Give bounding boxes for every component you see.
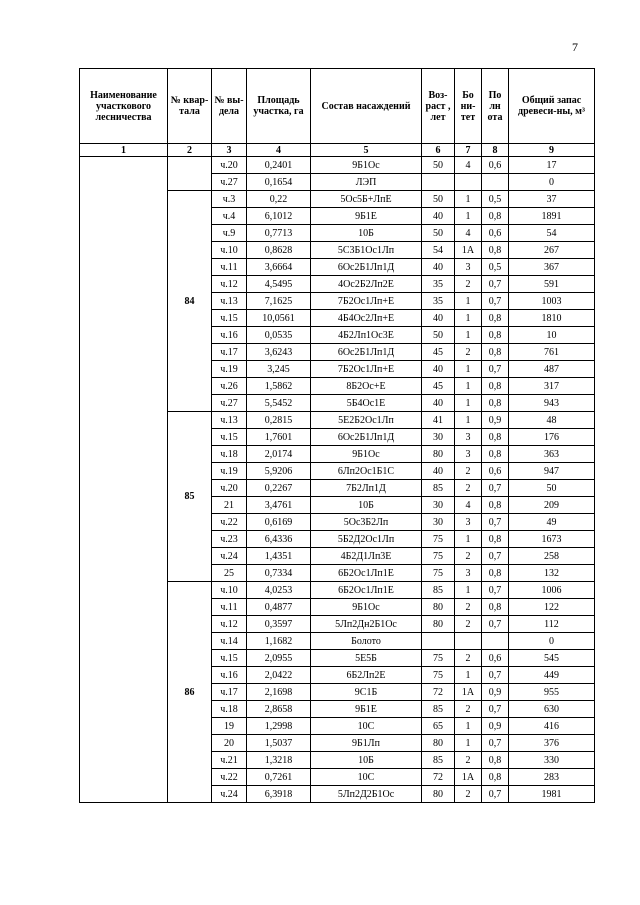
age-cell: [422, 633, 455, 650]
age-cell: 80: [422, 446, 455, 463]
vydel-cell: ч.22: [212, 514, 247, 531]
forestry-name-cell: [80, 157, 168, 803]
bonitet-cell: 3: [455, 259, 482, 276]
area-cell: 0,7334: [247, 565, 311, 582]
bonitet-cell: 2: [455, 616, 482, 633]
sostav-cell: 4Ос2Б2Лп2Е: [311, 276, 422, 293]
age-cell: 80: [422, 735, 455, 752]
vydel-cell: ч.24: [212, 548, 247, 565]
zapas-cell: 1810: [509, 310, 595, 327]
polnota-cell: 0,7: [482, 480, 509, 497]
age-cell: 85: [422, 701, 455, 718]
sostav-cell: 5Ос5Б+ЛпЕ: [311, 191, 422, 208]
column-header: Наименование участкового лесничества: [80, 69, 168, 144]
bonitet-cell: 3: [455, 446, 482, 463]
zapas-cell: 176: [509, 429, 595, 446]
sostav-cell: 10Б: [311, 497, 422, 514]
polnota-cell: 0,8: [482, 752, 509, 769]
age-cell: 50: [422, 191, 455, 208]
polnota-cell: 0,8: [482, 327, 509, 344]
sostav-cell: 4Б2Д1Лп3Е: [311, 548, 422, 565]
column-number: 9: [509, 144, 595, 157]
zapas-cell: 545: [509, 650, 595, 667]
area-cell: 3,245: [247, 361, 311, 378]
sostav-cell: 5Ос3Б2Лп: [311, 514, 422, 531]
age-cell: 30: [422, 429, 455, 446]
sostav-cell: 4Б2Лп1Ос3Е: [311, 327, 422, 344]
vydel-cell: ч.17: [212, 344, 247, 361]
sostav-cell: 4Б4Ос2Лп+Е: [311, 310, 422, 327]
vydel-cell: ч.9: [212, 225, 247, 242]
sostav-cell: 9Б1Ос: [311, 157, 422, 174]
sostav-cell: ЛЭП: [311, 174, 422, 191]
age-cell: 72: [422, 684, 455, 701]
table-body: [80, 157, 595, 803]
sostav-cell: 7Б2Ос1Лп+Е: [311, 293, 422, 310]
area-cell: 0,2815: [247, 412, 311, 429]
area-cell: 0,7713: [247, 225, 311, 242]
area-cell: 6,1012: [247, 208, 311, 225]
area-cell: 0,2401: [247, 157, 311, 174]
bonitet-cell: 2: [455, 276, 482, 293]
zapas-cell: 112: [509, 616, 595, 633]
bonitet-cell: 1: [455, 735, 482, 752]
sostav-cell: 6Лп2Ос1Б1С: [311, 463, 422, 480]
area-cell: 3,6664: [247, 259, 311, 276]
area-cell: 5,5452: [247, 395, 311, 412]
vydel-cell: ч.15: [212, 429, 247, 446]
sostav-cell: 5Лп2Дн2Б1Ос: [311, 616, 422, 633]
vydel-cell: ч.22: [212, 769, 247, 786]
age-cell: 80: [422, 599, 455, 616]
age-cell: 72: [422, 769, 455, 786]
age-cell: 30: [422, 514, 455, 531]
column-header: Состав насаждений: [311, 69, 422, 144]
vydel-cell: ч.10: [212, 582, 247, 599]
sostav-cell: 7Б2Лп1Д: [311, 480, 422, 497]
zapas-cell: 943: [509, 395, 595, 412]
bonitet-cell: 1: [455, 361, 482, 378]
sostav-cell: 5Б2Д2Ос1Лп: [311, 531, 422, 548]
sostav-cell: 9Б1Ос: [311, 446, 422, 463]
vydel-cell: ч.17: [212, 684, 247, 701]
bonitet-cell: 1: [455, 531, 482, 548]
vydel-cell: ч.23: [212, 531, 247, 548]
vydel-cell: ч.18: [212, 446, 247, 463]
age-cell: 35: [422, 276, 455, 293]
kvartal-cell: [168, 157, 212, 191]
column-number: 5: [311, 144, 422, 157]
age-cell: 50: [422, 157, 455, 174]
polnota-cell: 0,8: [482, 344, 509, 361]
zapas-cell: 449: [509, 667, 595, 684]
zapas-cell: 591: [509, 276, 595, 293]
bonitet-cell: 1: [455, 327, 482, 344]
column-number: 8: [482, 144, 509, 157]
bonitet-cell: 3: [455, 429, 482, 446]
bonitet-cell: 2: [455, 480, 482, 497]
column-number: 4: [247, 144, 311, 157]
zapas-cell: 367: [509, 259, 595, 276]
polnota-cell: 0,8: [482, 531, 509, 548]
age-cell: 85: [422, 480, 455, 497]
zapas-cell: 10: [509, 327, 595, 344]
area-cell: 1,3218: [247, 752, 311, 769]
area-cell: 6,4336: [247, 531, 311, 548]
area-cell: 4,5495: [247, 276, 311, 293]
polnota-cell: 0,6: [482, 463, 509, 480]
area-cell: 10,0561: [247, 310, 311, 327]
polnota-cell: 0,7: [482, 548, 509, 565]
polnota-cell: 0,7: [482, 735, 509, 752]
age-cell: 75: [422, 531, 455, 548]
sostav-cell: 5С3Б1Ос1Лп: [311, 242, 422, 259]
vydel-cell: ч.13: [212, 293, 247, 310]
sostav-cell: 6Ос2Б1Лп1Д: [311, 429, 422, 446]
polnota-cell: 0,8: [482, 565, 509, 582]
vydel-cell: ч.27: [212, 395, 247, 412]
polnota-cell: 0,6: [482, 157, 509, 174]
zapas-cell: 416: [509, 718, 595, 735]
bonitet-cell: 3: [455, 514, 482, 531]
age-cell: 75: [422, 667, 455, 684]
age-cell: 54: [422, 242, 455, 259]
vydel-cell: ч.10: [212, 242, 247, 259]
age-cell: 50: [422, 327, 455, 344]
area-cell: 6,3918: [247, 786, 311, 803]
sostav-cell: 8Б2Ос+Е: [311, 378, 422, 395]
sostav-cell: Болото: [311, 633, 422, 650]
age-cell: 75: [422, 565, 455, 582]
column-header: Площадь участка, га: [247, 69, 311, 144]
sostav-cell: 6Б2Ос1Лп1Е: [311, 582, 422, 599]
zapas-cell: 258: [509, 548, 595, 565]
polnota-cell: 0,8: [482, 446, 509, 463]
vydel-cell: ч.14: [212, 633, 247, 650]
vydel-cell: ч.4: [212, 208, 247, 225]
polnota-cell: 0,7: [482, 276, 509, 293]
polnota-cell: 0,8: [482, 208, 509, 225]
polnota-cell: 0,9: [482, 684, 509, 701]
vydel-cell: ч.19: [212, 463, 247, 480]
vydel-cell: ч.12: [212, 276, 247, 293]
polnota-cell: 0,8: [482, 497, 509, 514]
vydel-cell: ч.24: [212, 786, 247, 803]
polnota-cell: 0,7: [482, 514, 509, 531]
age-cell: 40: [422, 463, 455, 480]
zapas-cell: 37: [509, 191, 595, 208]
column-header: По лн ота: [482, 69, 509, 144]
column-header: № квар-тала: [168, 69, 212, 144]
age-cell: 40: [422, 208, 455, 225]
vydel-cell: ч.15: [212, 310, 247, 327]
sostav-cell: 10Б: [311, 225, 422, 242]
vydel-cell: ч.12: [212, 616, 247, 633]
polnota-cell: [482, 174, 509, 191]
sostav-cell: 7Б2Ос1Лп+Е: [311, 361, 422, 378]
age-cell: 80: [422, 786, 455, 803]
bonitet-cell: 2: [455, 650, 482, 667]
zapas-cell: 1891: [509, 208, 595, 225]
area-cell: 0,7261: [247, 769, 311, 786]
zapas-cell: 122: [509, 599, 595, 616]
sostav-cell: 9С1Б: [311, 684, 422, 701]
zapas-cell: 48: [509, 412, 595, 429]
polnota-cell: 0,5: [482, 191, 509, 208]
sostav-cell: 9Б1Е: [311, 701, 422, 718]
column-number: 1: [80, 144, 168, 157]
age-cell: 40: [422, 395, 455, 412]
kvartal-cell: 85: [168, 412, 212, 582]
bonitet-cell: 1: [455, 191, 482, 208]
age-cell: 40: [422, 361, 455, 378]
bonitet-cell: 2: [455, 599, 482, 616]
polnota-cell: 0,8: [482, 599, 509, 616]
bonitet-cell: 1: [455, 582, 482, 599]
sostav-cell: 9Б1Лп: [311, 735, 422, 752]
column-number: 7: [455, 144, 482, 157]
polnota-cell: 0,7: [482, 616, 509, 633]
area-cell: 1,4351: [247, 548, 311, 565]
zapas-cell: 947: [509, 463, 595, 480]
sostav-cell: 9Б1Ос: [311, 599, 422, 616]
bonitet-cell: 2: [455, 701, 482, 718]
sostav-cell: 10Б: [311, 752, 422, 769]
vydel-cell: ч.13: [212, 412, 247, 429]
vydel-cell: 21: [212, 497, 247, 514]
column-header: Воз-раст , лет: [422, 69, 455, 144]
polnota-cell: 0,8: [482, 769, 509, 786]
zapas-cell: 50: [509, 480, 595, 497]
bonitet-cell: 1: [455, 378, 482, 395]
age-cell: 65: [422, 718, 455, 735]
area-cell: 2,8658: [247, 701, 311, 718]
area-cell: 0,4877: [247, 599, 311, 616]
column-header: № вы-дела: [212, 69, 247, 144]
vydel-cell: ч.20: [212, 480, 247, 497]
vydel-cell: ч.26: [212, 378, 247, 395]
bonitet-cell: 1: [455, 412, 482, 429]
vydel-cell: ч.16: [212, 667, 247, 684]
column-number-row: [80, 144, 595, 157]
sostav-cell: 5Б4Ос1Е: [311, 395, 422, 412]
sostav-cell: 6Б2Ос1Лп1Е: [311, 565, 422, 582]
age-cell: [422, 174, 455, 191]
sostav-cell: 5Е5Б: [311, 650, 422, 667]
polnota-cell: 0,8: [482, 378, 509, 395]
bonitet-cell: 2: [455, 752, 482, 769]
column-number: 2: [168, 144, 212, 157]
vydel-cell: ч.16: [212, 327, 247, 344]
area-cell: 2,1698: [247, 684, 311, 701]
polnota-cell: 0,7: [482, 582, 509, 599]
polnota-cell: 0,6: [482, 650, 509, 667]
zapas-cell: 487: [509, 361, 595, 378]
zapas-cell: 317: [509, 378, 595, 395]
polnota-cell: 0,8: [482, 242, 509, 259]
area-cell: 1,5862: [247, 378, 311, 395]
bonitet-cell: 3: [455, 565, 482, 582]
bonitet-cell: 2: [455, 786, 482, 803]
area-cell: 3,6243: [247, 344, 311, 361]
polnota-cell: 0,7: [482, 786, 509, 803]
column-header: Общий запас древеси-ны, м³: [509, 69, 595, 144]
area-cell: 2,0174: [247, 446, 311, 463]
age-cell: 45: [422, 344, 455, 361]
bonitet-cell: 1: [455, 310, 482, 327]
zapas-cell: 0: [509, 174, 595, 191]
sostav-cell: 10С: [311, 718, 422, 735]
age-cell: 30: [422, 497, 455, 514]
vydel-cell: ч.15: [212, 650, 247, 667]
vydel-cell: ч.3: [212, 191, 247, 208]
zapas-cell: 363: [509, 446, 595, 463]
vydel-cell: 25: [212, 565, 247, 582]
age-cell: 50: [422, 225, 455, 242]
area-cell: 0,0535: [247, 327, 311, 344]
area-cell: 3,4761: [247, 497, 311, 514]
age-cell: 80: [422, 616, 455, 633]
area-cell: 1,1682: [247, 633, 311, 650]
zapas-cell: 132: [509, 565, 595, 582]
age-cell: 40: [422, 259, 455, 276]
area-cell: 1,7601: [247, 429, 311, 446]
age-cell: 45: [422, 378, 455, 395]
bonitet-cell: 2: [455, 344, 482, 361]
sostav-cell: 10С: [311, 769, 422, 786]
bonitet-cell: 2: [455, 548, 482, 565]
sostav-cell: 6Ос2Б1Лп1Д: [311, 344, 422, 361]
bonitet-cell: 4: [455, 497, 482, 514]
zapas-cell: 1003: [509, 293, 595, 310]
sostav-cell: 9Б1Е: [311, 208, 422, 225]
age-cell: 35: [422, 293, 455, 310]
vydel-cell: ч.11: [212, 259, 247, 276]
zapas-cell: 209: [509, 497, 595, 514]
bonitet-cell: 1: [455, 208, 482, 225]
forest-inventory-table: [79, 68, 595, 803]
polnota-cell: [482, 633, 509, 650]
area-cell: 0,1654: [247, 174, 311, 191]
page-number: 7: [572, 40, 578, 54]
age-cell: 40: [422, 310, 455, 327]
sostav-cell: 5Е2Б2Ос1Лп: [311, 412, 422, 429]
polnota-cell: 0,9: [482, 718, 509, 735]
polnota-cell: 0,6: [482, 225, 509, 242]
kvartal-cell: 86: [168, 582, 212, 803]
zapas-cell: 330: [509, 752, 595, 769]
header-row: [80, 69, 595, 144]
age-cell: 85: [422, 752, 455, 769]
zapas-cell: 49: [509, 514, 595, 531]
zapas-cell: 761: [509, 344, 595, 361]
polnota-cell: 0,8: [482, 395, 509, 412]
area-cell: 0,3597: [247, 616, 311, 633]
area-cell: 0,2267: [247, 480, 311, 497]
column-number: 3: [212, 144, 247, 157]
vydel-cell: 19: [212, 718, 247, 735]
zapas-cell: 0: [509, 633, 595, 650]
sostav-cell: 6Ос2Б1Лп1Д: [311, 259, 422, 276]
polnota-cell: 0,7: [482, 361, 509, 378]
column-number: 6: [422, 144, 455, 157]
bonitet-cell: 1: [455, 667, 482, 684]
zapas-cell: 283: [509, 769, 595, 786]
table-row: [80, 157, 595, 174]
polnota-cell: 0,7: [482, 667, 509, 684]
zapas-cell: 376: [509, 735, 595, 752]
bonitet-cell: [455, 174, 482, 191]
polnota-cell: 0,8: [482, 429, 509, 446]
polnota-cell: 0,7: [482, 293, 509, 310]
vydel-cell: ч.18: [212, 701, 247, 718]
zapas-cell: 1006: [509, 582, 595, 599]
sostav-cell: 6Б2Лп2Е: [311, 667, 422, 684]
bonitet-cell: 1А: [455, 769, 482, 786]
zapas-cell: 1981: [509, 786, 595, 803]
bonitet-cell: 4: [455, 225, 482, 242]
kvartal-cell: 84: [168, 191, 212, 412]
age-cell: 41: [422, 412, 455, 429]
polnota-cell: 0,9: [482, 412, 509, 429]
bonitet-cell: 1: [455, 293, 482, 310]
age-cell: 75: [422, 650, 455, 667]
bonitet-cell: 1: [455, 395, 482, 412]
bonitet-cell: 1А: [455, 242, 482, 259]
area-cell: 0,6169: [247, 514, 311, 531]
vydel-cell: ч.21: [212, 752, 247, 769]
area-cell: 5,9206: [247, 463, 311, 480]
sostav-cell: 5Лп2Д2Б1Ос: [311, 786, 422, 803]
zapas-cell: 54: [509, 225, 595, 242]
bonitet-cell: 1А: [455, 684, 482, 701]
vydel-cell: ч.27: [212, 174, 247, 191]
area-cell: 2,0955: [247, 650, 311, 667]
zapas-cell: 1673: [509, 531, 595, 548]
area-cell: 7,1625: [247, 293, 311, 310]
area-cell: 1,5037: [247, 735, 311, 752]
polnota-cell: 0,7: [482, 701, 509, 718]
zapas-cell: 955: [509, 684, 595, 701]
column-header: Бо ни-тет: [455, 69, 482, 144]
age-cell: 75: [422, 548, 455, 565]
area-cell: 0,22: [247, 191, 311, 208]
vydel-cell: ч.19: [212, 361, 247, 378]
bonitet-cell: 1: [455, 718, 482, 735]
bonitet-cell: 4: [455, 157, 482, 174]
vydel-cell: ч.11: [212, 599, 247, 616]
polnota-cell: 0,5: [482, 259, 509, 276]
bonitet-cell: [455, 633, 482, 650]
area-cell: 0,8628: [247, 242, 311, 259]
area-cell: 2,0422: [247, 667, 311, 684]
polnota-cell: 0,8: [482, 310, 509, 327]
area-cell: 4,0253: [247, 582, 311, 599]
zapas-cell: 630: [509, 701, 595, 718]
area-cell: 1,2998: [247, 718, 311, 735]
zapas-cell: 267: [509, 242, 595, 259]
vydel-cell: ч.20: [212, 157, 247, 174]
age-cell: 85: [422, 582, 455, 599]
vydel-cell: 20: [212, 735, 247, 752]
bonitet-cell: 2: [455, 463, 482, 480]
zapas-cell: 17: [509, 157, 595, 174]
